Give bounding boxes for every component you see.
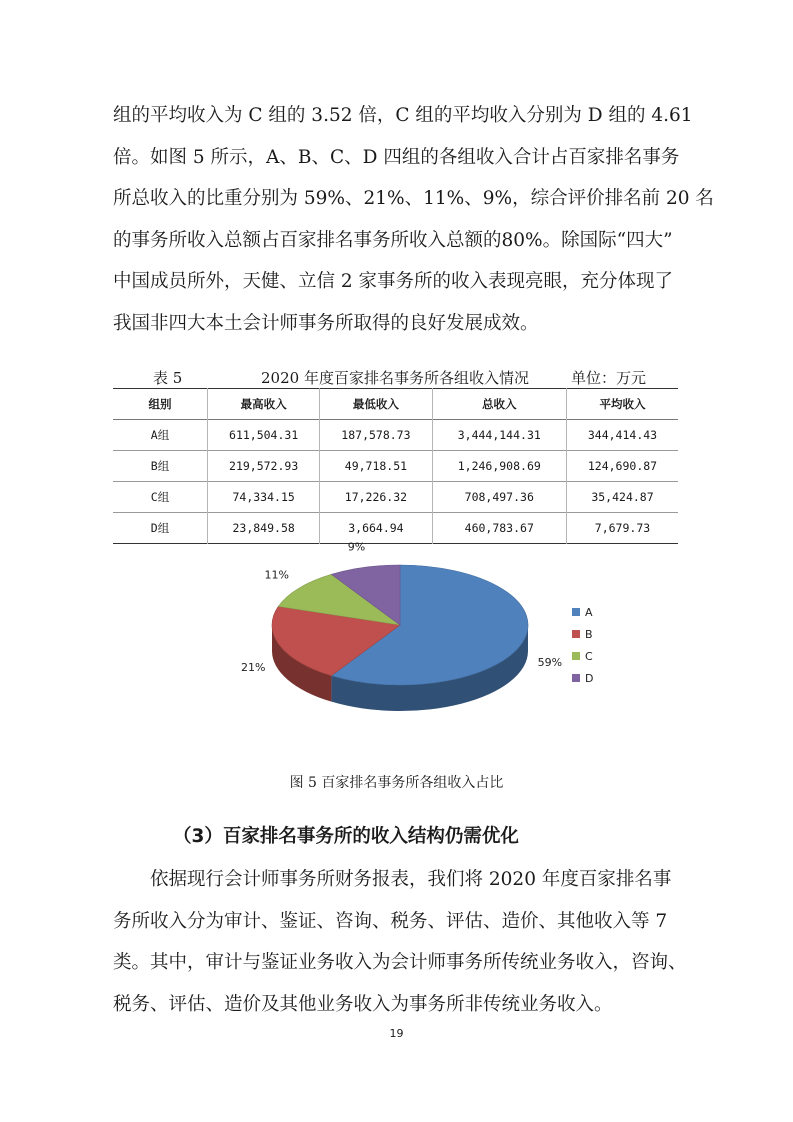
legend-label-D: D <box>585 672 594 685</box>
legend-swatch-C <box>572 652 580 660</box>
legend-label-C: C <box>585 650 593 663</box>
legend-label-B: B <box>585 628 593 641</box>
table-title: 2020 年度百家排名事务所各组收入情况 <box>261 369 529 387</box>
table-cell: 344,414.43 <box>566 420 678 451</box>
pie-value-label-D: 9% <box>347 540 366 554</box>
paragraph-line: 所总收入的比重分别为 59%、21%、11%、9%，综合评价排名前 20 名 <box>113 188 714 209</box>
figure-caption: 图 5 百家排名事务所各组收入占比 <box>289 775 504 791</box>
paragraph-line: 类。其中，审计与鉴证业务收入为会计师事务所传统业务收入，咨询、 <box>113 952 687 973</box>
table-cell: A组 <box>150 428 170 442</box>
paragraph-line: 税务、评估、造价及其他业务收入为事务所非传统业务收入。 <box>113 993 613 1015</box>
table-cell: 7,679.73 <box>566 513 678 544</box>
paragraph-line: 倍。如图 5 所示，A、B、C、D 四组的各组收入合计占百家排名事务 <box>113 146 680 168</box>
paragraph-line: 务所收入分为审计、鉴证、咨询、税务、评估、造价、其他收入等 7 <box>113 910 668 932</box>
paragraph-line: 中国成员所外，天健、立信 2 家事务所的收入表现亮眼，充分体现了 <box>113 271 674 292</box>
legend-swatch-D <box>572 674 580 682</box>
pie-chart <box>230 540 610 750</box>
table-row <box>113 513 678 544</box>
column-header: 最低收入 <box>320 389 432 420</box>
table-cell: 74,334.15 <box>208 482 320 513</box>
body-paragraph-1 <box>113 95 714 344</box>
table-cell: 49,718.51 <box>320 451 432 482</box>
legend-label-A: A <box>585 606 593 619</box>
pie-value-label-C: 11% <box>264 568 289 582</box>
legend-swatch-A <box>572 608 580 616</box>
income-table <box>113 388 678 544</box>
table-header-row <box>113 389 678 420</box>
column-header: 最高收入 <box>208 389 320 420</box>
table-unit: 单位：万元 <box>571 369 647 387</box>
column-header: 总收入 <box>432 389 566 420</box>
table-cell: 460,783.67 <box>432 513 566 544</box>
table-cell: 35,424.87 <box>566 482 678 513</box>
table-cell: 708,497.36 <box>432 482 566 513</box>
table-cell: 219,572.93 <box>208 451 320 482</box>
pie-value-label-B: 21% <box>240 661 266 675</box>
table-cell: D组 <box>150 521 170 535</box>
paragraph-line: 的事务所收入总额占百家排名事务所收入总额的80%。除国际“四大” <box>113 229 673 251</box>
paragraph-line: 组的平均收入为 C 组的 3.52 倍，C 组的平均收入分别为 D 组的 4.61 <box>113 105 693 126</box>
table-cell: C组 <box>150 490 170 504</box>
legend-swatch-B <box>572 630 580 638</box>
chart-legend <box>572 606 593 685</box>
table-label: 表 5 <box>153 369 183 387</box>
column-header: 平均收入 <box>566 389 678 420</box>
table-caption <box>113 367 678 389</box>
table-row <box>113 420 678 451</box>
table-row <box>113 451 678 482</box>
table-cell: 124,690.87 <box>566 451 678 482</box>
table-cell: 611,504.31 <box>208 420 320 451</box>
section-subheading: （3）百家排名事务所的收入结构仍需优化 <box>173 826 519 847</box>
body-paragraph-2 <box>113 859 687 1025</box>
pie-value-label-A: 59% <box>537 656 563 670</box>
table-cell: 23,849.58 <box>208 513 320 544</box>
paragraph-line: 依据现行会计师事务所财务报表，我们将 2020 年度百家排名事 <box>113 869 672 890</box>
table-cell: 3,664.94 <box>320 513 432 544</box>
page-number: 19 <box>389 1027 404 1040</box>
table-cell: 1,246,908.69 <box>432 451 566 482</box>
table-cell: 17,226.32 <box>320 482 432 513</box>
paragraph-line: 我国非四大本土会计师事务所取得的良好发展成效。 <box>113 312 539 334</box>
table-cell: 3,444,144.31 <box>432 420 566 451</box>
table-cell: B组 <box>150 459 170 473</box>
table-cell: 187,578.73 <box>320 420 432 451</box>
column-header: 组别 <box>148 397 172 411</box>
table-row <box>113 482 678 513</box>
